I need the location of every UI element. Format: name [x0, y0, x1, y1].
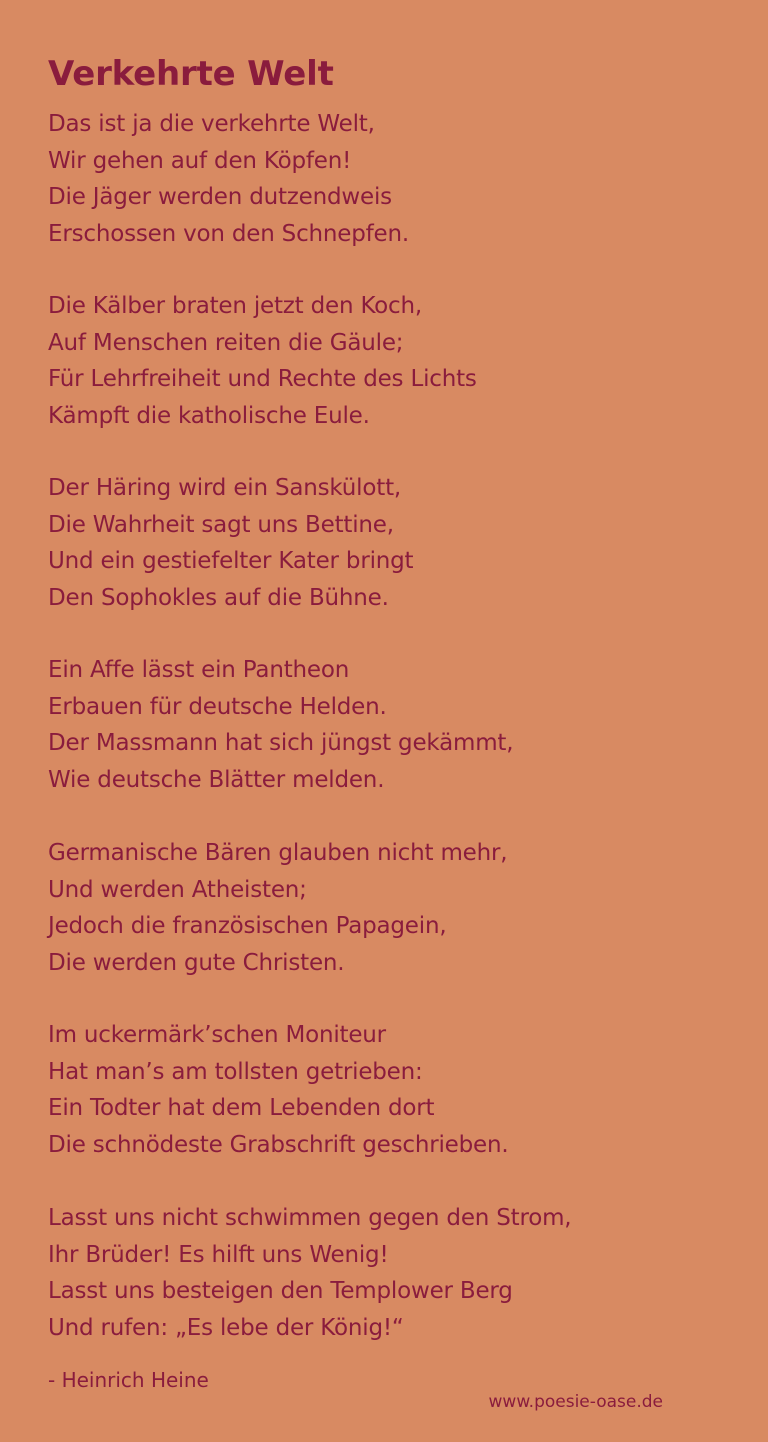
poem-line: Ihr Brüder! Es hilft uns Wenig! [48, 1241, 389, 1268]
poem-line: Die Wahrheit sagt uns Bettine, [48, 511, 394, 538]
poem-line: Die werden gute Christen. [48, 949, 345, 976]
poem-line: Wir gehen auf den Köpfen! [48, 147, 352, 174]
poem-line: Jedoch die französischen Papagein, [48, 913, 447, 939]
poem-line: Germanische Bären glauben nicht mehr, [48, 840, 508, 866]
stanza-2 [48, 288, 477, 434]
poem-line: Ein Todter hat dem Lebenden dort [48, 1095, 435, 1121]
poem-line: Und ein gestiefelter Kater bringt [48, 548, 414, 574]
poem-title: Verkehrte Welt [48, 54, 334, 94]
poem-line: Im uckermärk’schen Moniteur [48, 1022, 386, 1048]
poem-line: Wie deutsche Blätter melden. [48, 766, 385, 793]
website-watermark: www.poesie-oase.de [488, 1392, 663, 1412]
poem-line: Erbauen für deutsche Helden. [48, 693, 387, 720]
poem-line: Das ist ja die verkehrte Welt, [48, 111, 375, 137]
poem-line: Der Häring wird ein Sanskülott, [48, 475, 401, 501]
poem-line: Der Massmann hat sich jüngst gekämmt, [48, 730, 514, 756]
stanza-4 [48, 652, 513, 798]
poem-line: Auf Menschen reiten die Gäule; [48, 329, 404, 356]
poem-line: Die schnödeste Grabschrift geschrieben. [48, 1131, 509, 1158]
poem-line: Und rufen: „Es lebe der König!“ [48, 1314, 404, 1341]
poem-line: Die Jäger werden dutzendweis [48, 184, 392, 210]
poem-line: Erschossen von den Schnepfen. [48, 220, 409, 247]
poem-line: Den Sophokles auf die Bühne. [48, 584, 389, 611]
poem-line: Ein Affe lässt ein Pantheon [48, 657, 350, 683]
poem-line: Für Lehrfreiheit und Rechte des Lichts [48, 366, 477, 392]
stanza-1 [48, 106, 409, 252]
poem-line: Und werden Atheisten; [48, 876, 307, 903]
stanza-7 [48, 1200, 571, 1346]
poem-line: Lasst uns besteigen den Templower Berg [48, 1278, 513, 1304]
stanza-5 [48, 835, 507, 981]
stanza-3 [48, 470, 413, 616]
poem-line: Kämpft die katholische Eule. [48, 402, 370, 429]
stanza-6 [48, 1017, 508, 1163]
poem-line: Die Kälber braten jetzt den Koch, [48, 293, 422, 319]
poem-line: Lasst uns nicht schwimmen gegen den Strom, [48, 1205, 572, 1231]
author-credit: - Heinrich Heine [48, 1368, 209, 1392]
poem-line: Hat man’s am tollsten getrieben: [48, 1058, 423, 1085]
